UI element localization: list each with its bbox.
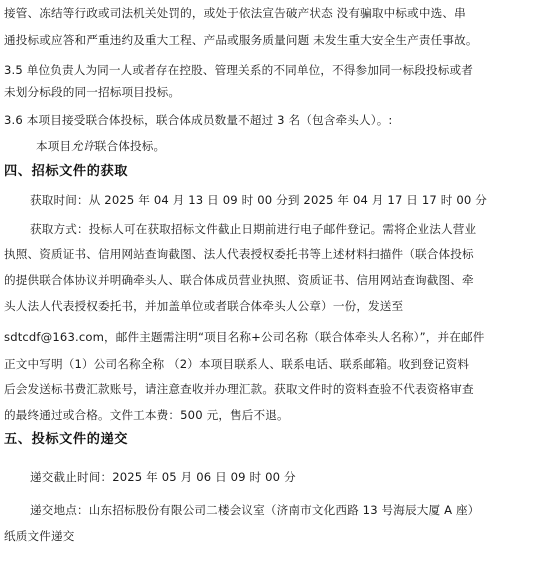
text-line: 接管、冻结等行政或司法机关处罚的，或处于依法宣告破产状态 没有骗取中标或中选、串 [4,6,466,20]
text-line: 头人法人代表授权委托书，并加盖单位或者联合体牵头人公章）一份，发送至 [4,299,404,313]
submission-deadline: 递交截止时间：2025 年 05 月 06 日 09 时 00 分 [30,470,296,484]
text-line: 执照、资质证书、信用网站查询截图、法人代表授权委托书等上述材料扫描件（联合体投标 [4,247,474,261]
acquisition-time: 获取时间：从 2025 年 04 月 13 日 09 时 00 分到 2025 年 04 月 17 日 17 时 00 分 [30,193,487,207]
note-prefix: 本项目 [36,139,72,153]
text-line: 3.5 单位负责人为同一人或者存在控股、管理关系的不同单位，不得参加同一标段投标或者 [4,63,473,77]
text-line: 后会发送标书费汇款账号，请注意查收并办理汇款。获取文件时的资料查验不代表资格审查 [4,382,474,396]
submission-location: 递交地点：山东招标股份有限公司二楼会议室（济南市文化西路 13 号海辰大厦 A 座） [30,503,480,517]
section-heading-5: 五、投标文件的递交 [4,432,129,447]
text-line: sdtcdf@163.com，邮件主题需注明“项目名称+公司名称（联合体牵头人名称）”，并在邮件 [4,330,485,344]
text-line: 通投标或应答和严重违约及重大工程、产品或服务质量问题 未发生重大安全生产责任事故。 [4,33,478,47]
section-heading-4: 四、招标文件的获取 [4,164,129,179]
text-line: 的提供联合体协议并明确牵头人、联合体成员营业执照、资质证书、信用网站查询截图、牵 [4,273,474,287]
note-emphasis: 允许 [71,139,95,153]
joint-bid-note [36,138,165,154]
text-line: 的最终通过或合格。文件工本费：500 元，售后不退。 [4,408,289,422]
text-line: 获取方式：投标人可在获取招标文件截止日期前进行电子邮件登记。需将企业法人营业 [30,222,477,236]
text-line: 3.6 本项目接受联合体投标，联合体成员数量不超过 3 名（包含牵头人）。: [4,113,393,127]
text-line: 纸质文件递交 [4,529,75,543]
text-line: 未划分标段的同一招标项目投标。 [4,85,181,99]
note-suffix: 联合体投标。 [94,139,166,153]
text-line: 正文中写明（1）公司名称全称 （2）本项目联系人、联系电话、联系邮箱。收到登记资料 [4,357,470,371]
